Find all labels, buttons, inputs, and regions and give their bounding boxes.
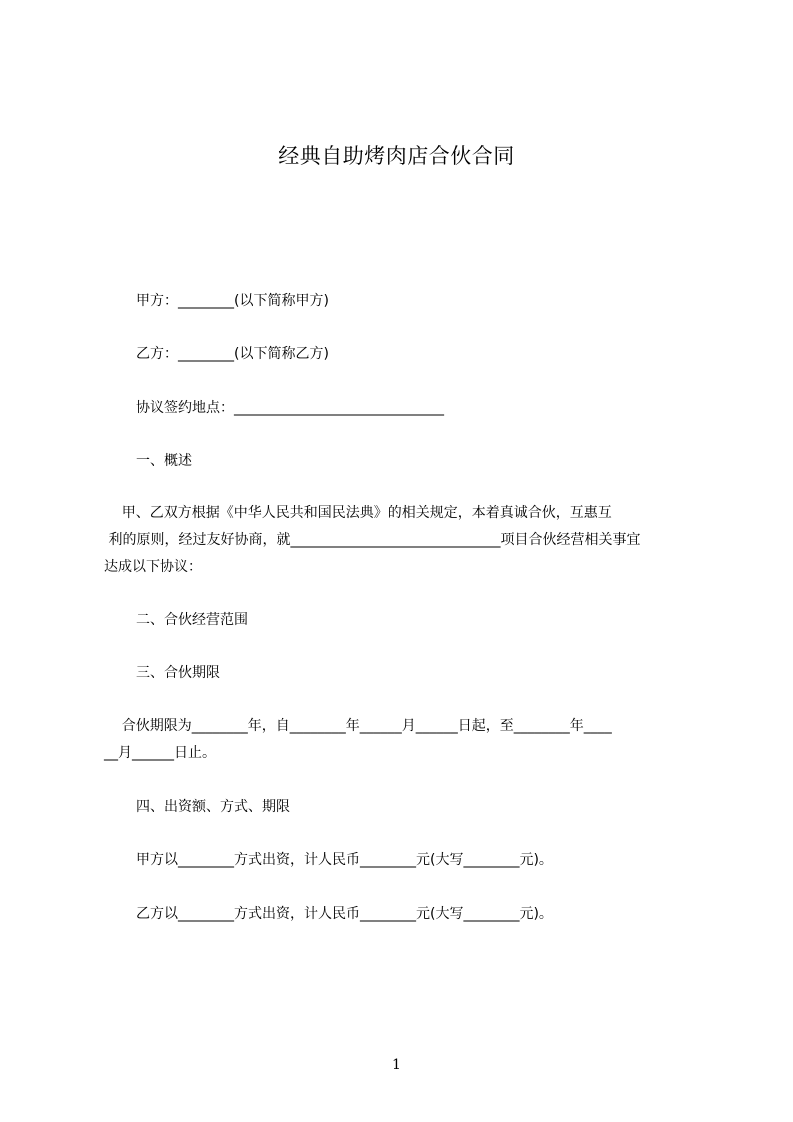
section-2-heading: 二、合伙经营范围 [136, 612, 248, 628]
section-4-party-a-contribution: 甲方以________方式出资，计人民币________元(大写________元)。 [136, 852, 553, 868]
section-3-heading: 三、合伙期限 [136, 665, 220, 681]
section-1-paragraph-line-2: 利的原则，经过友好协商，就______________________________项目合伙经营相关事宜 [104, 532, 641, 548]
section-4-party-b-contribution: 乙方以________方式出资，计人民币________元(大写________元)。 [136, 906, 553, 922]
signing-place-line: 协议签约地点：______________________________ [136, 400, 444, 416]
section-4-heading: 四、出资额、方式、期限 [136, 799, 290, 815]
party-b-line: 乙方：________(以下简称乙方) [136, 346, 329, 362]
page-number: 1 [392, 1057, 401, 1073]
party-a-line: 甲方：________(以下简称甲方) [136, 293, 329, 309]
section-1-heading: 一、概述 [136, 453, 192, 469]
section-1-paragraph-line-3: 达成以下协议： [104, 559, 202, 575]
document-title: 经典自助烤肉店合伙合同 [278, 144, 515, 168]
section-3-paragraph-line-2: __月______日止。 [104, 745, 216, 761]
section-1-paragraph-line-1: 甲、乙双方根据《中华人民共和国民法典》的相关规定，本着真诚合伙，互惠互 [104, 505, 612, 521]
section-3-paragraph-line-1: 合伙期限为________年，自________年______月______日起，至________年____ [104, 718, 612, 734]
